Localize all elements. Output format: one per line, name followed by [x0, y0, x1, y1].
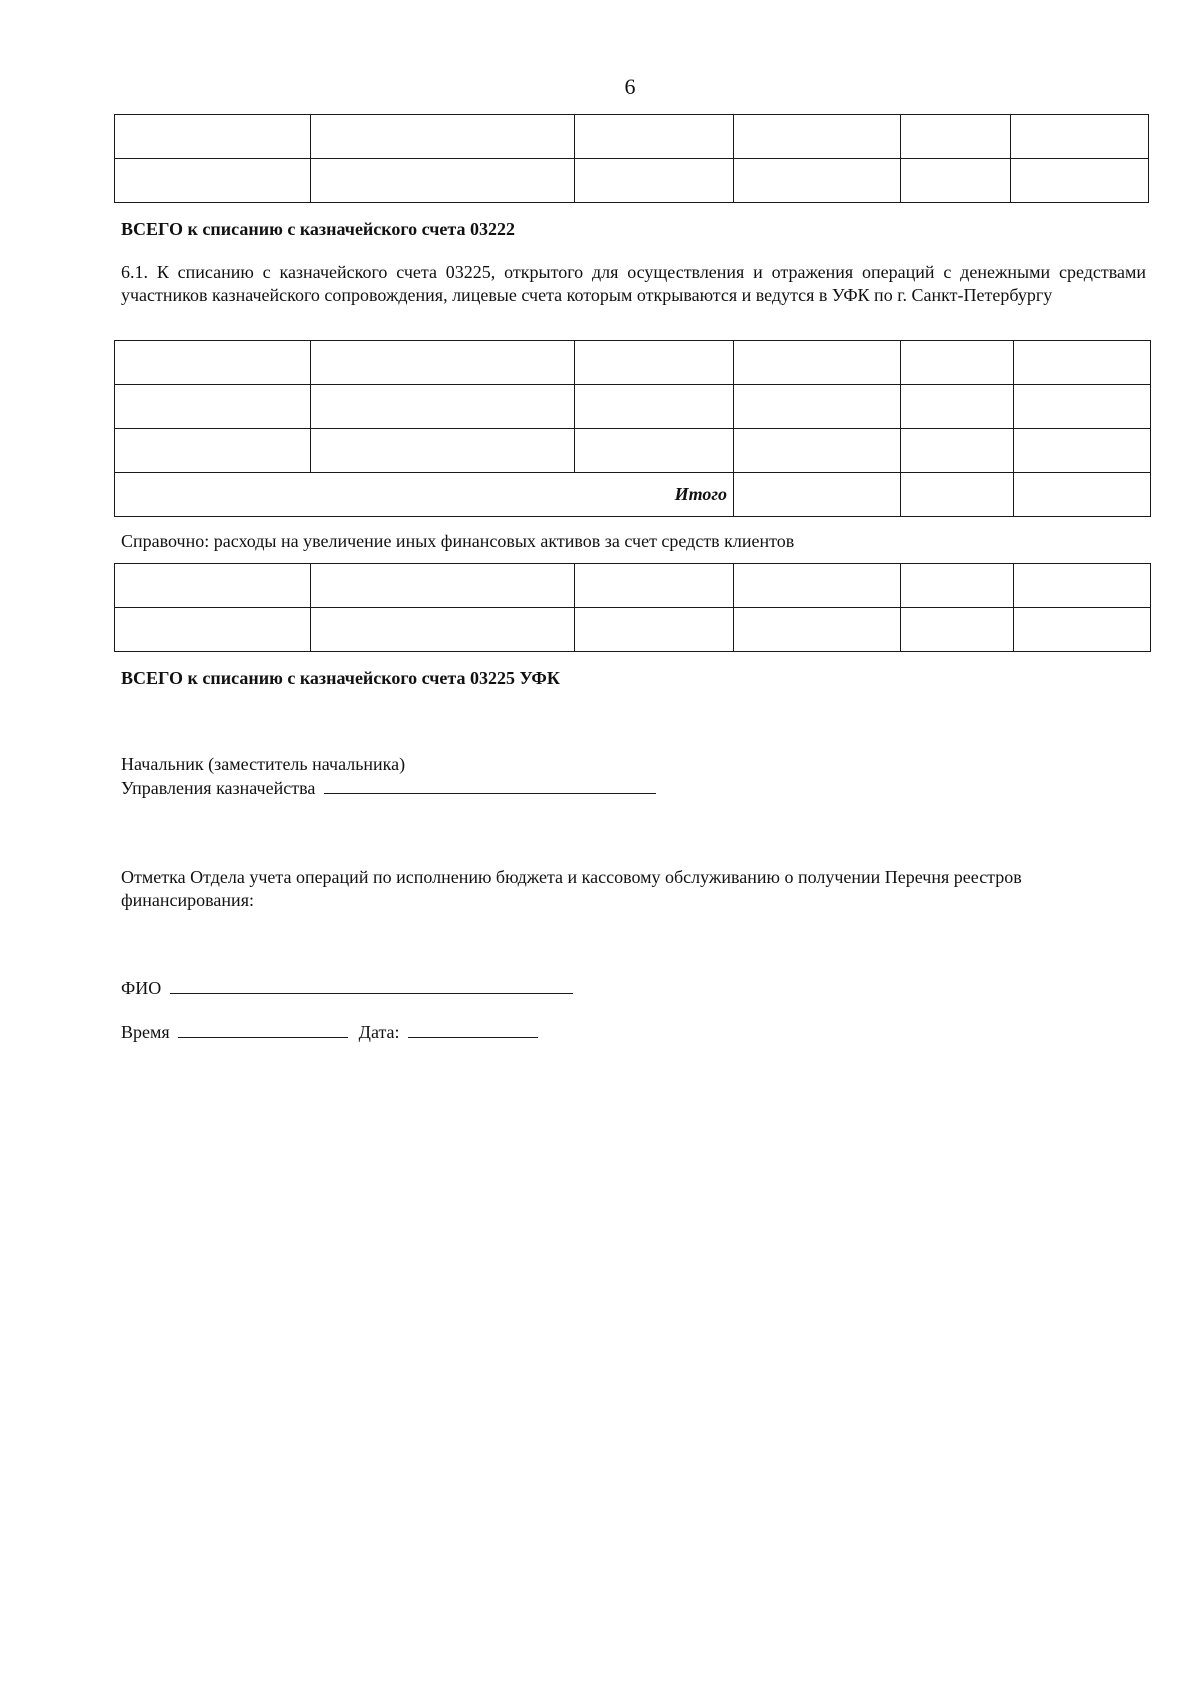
table-cell — [901, 429, 1014, 473]
table-cell — [575, 341, 734, 385]
table-cell — [115, 115, 311, 159]
itogo-label: Итого — [115, 473, 734, 517]
signature-block — [121, 753, 1146, 800]
table-row — [115, 341, 1151, 385]
table-03225 — [114, 340, 1151, 517]
table-cell — [1014, 564, 1151, 608]
table-cell — [115, 564, 311, 608]
table-cell — [901, 608, 1014, 652]
total-03225-heading: ВСЕГО к списанию с казначейского счета 03225 УФК — [121, 668, 560, 688]
table-row — [115, 159, 1149, 203]
time-field[interactable] — [178, 1020, 348, 1038]
signature-underline[interactable] — [324, 776, 656, 794]
table-cell — [1014, 429, 1151, 473]
table-cell — [901, 564, 1014, 608]
table-row — [115, 608, 1151, 652]
time-date-row — [121, 1020, 1146, 1044]
table-cell — [575, 385, 734, 429]
signature-line1: Начальник (заместитель начальника) — [121, 754, 406, 774]
table-cell — [575, 115, 734, 159]
table-cell — [901, 115, 1011, 159]
table-row — [115, 385, 1151, 429]
table-03222 — [114, 114, 1149, 203]
date-field[interactable] — [408, 1020, 538, 1038]
table-cell — [1011, 115, 1149, 159]
table-cell — [575, 564, 734, 608]
table-cell — [1011, 159, 1149, 203]
fio-row — [121, 976, 1146, 1000]
table-cell — [1014, 473, 1151, 517]
table-cell — [901, 341, 1014, 385]
table-cell — [734, 159, 901, 203]
table-cell — [311, 159, 575, 203]
table-row — [115, 429, 1151, 473]
table-cell — [734, 473, 901, 517]
table-cell — [734, 429, 901, 473]
table-cell — [575, 429, 734, 473]
table-cell — [575, 159, 734, 203]
table-cell — [311, 385, 575, 429]
table-cell — [311, 429, 575, 473]
table-row — [115, 564, 1151, 608]
section-6-1-paragraph: 6.1. К списанию с казначейского счета 03225, открытого для осуществления и отражения операций с денежными средствами участников казначейского сопровождения, лицевые счета которым открываются и ведутся в УФК по г. Санкт-Петербургу — [121, 262, 1146, 305]
table-cell — [734, 385, 901, 429]
signature-line2-row — [121, 776, 1146, 800]
signature-line2: Управления казначейства — [121, 778, 316, 798]
table-row-total — [115, 473, 1151, 517]
table-cell — [311, 115, 575, 159]
table-cell — [1014, 385, 1151, 429]
table-cell — [115, 385, 311, 429]
fio-field[interactable] — [170, 976, 573, 994]
table-reference — [114, 563, 1151, 652]
table-cell — [311, 564, 575, 608]
table-cell — [115, 159, 311, 203]
page-number: 6 — [624, 74, 636, 99]
table-cell — [901, 385, 1014, 429]
table-row — [115, 115, 1149, 159]
table-cell — [311, 608, 575, 652]
table-cell — [311, 341, 575, 385]
table-cell — [901, 159, 1011, 203]
table-cell — [115, 341, 311, 385]
table-cell — [734, 341, 901, 385]
table-cell — [115, 608, 311, 652]
table-cell — [575, 608, 734, 652]
table-cell — [115, 429, 311, 473]
table-cell — [1014, 341, 1151, 385]
table-cell — [734, 115, 901, 159]
table-cell — [1014, 608, 1151, 652]
total-03222-heading: ВСЕГО к списанию с казначейского счета 03222 — [121, 219, 515, 239]
date-label: Дата: — [358, 1022, 400, 1042]
reference-note: Справочно: расходы на увеличение иных финансовых активов за счет средств клиентов — [121, 531, 795, 551]
receipt-note: Отметка Отдела учета операций по исполнению бюджета и кассовому обслуживанию о получении Перечня реестров финансирования: — [121, 867, 1022, 910]
table-cell — [901, 473, 1014, 517]
table-cell — [734, 564, 901, 608]
fio-label: ФИО — [121, 978, 162, 998]
time-label: Время — [121, 1022, 170, 1042]
table-cell — [734, 608, 901, 652]
